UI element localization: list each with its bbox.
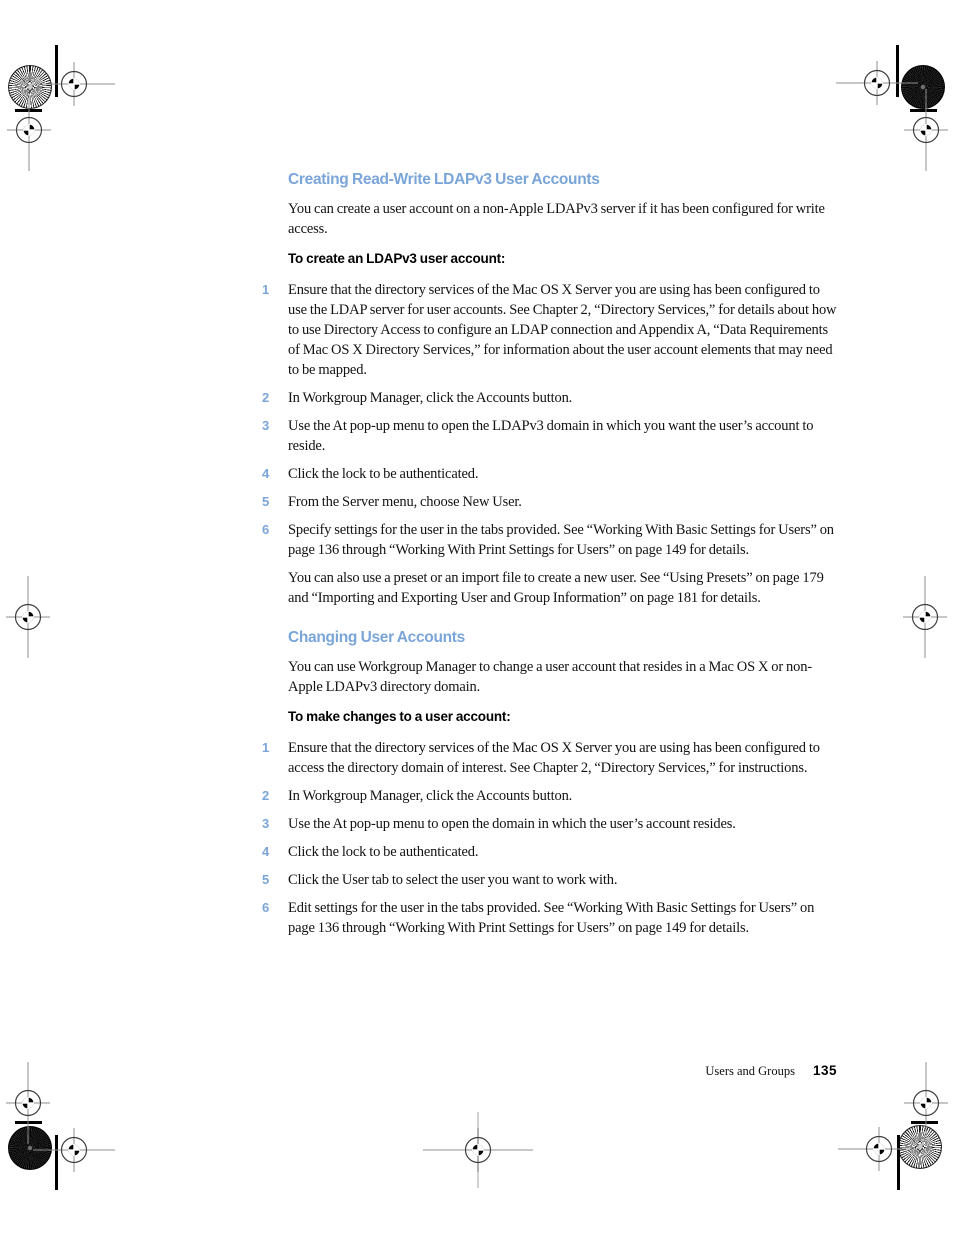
step-item	[260, 492, 840, 512]
step-item	[260, 388, 840, 408]
step-item	[260, 898, 840, 938]
step-item	[260, 738, 840, 778]
step-item	[260, 520, 840, 560]
step-text: Ensure that the directory services of the Mac OS X Server you are using has been configured to access the directory domain of interest. See Chapter 2, “Directory Services,” for instructions.	[288, 740, 820, 776]
step-item	[260, 416, 840, 456]
step-number: 5	[262, 494, 270, 509]
step-text: Click the User tab to select the user you want to work with.	[288, 872, 618, 888]
step-number: 3	[262, 418, 270, 433]
step-text: In Workgroup Manager, click the Accounts button.	[288, 788, 573, 804]
pinwheel-registration-mark	[898, 1125, 942, 1169]
crop-bar	[55, 1135, 58, 1190]
task-heading-make-changes-user-account: To make changes to a user account:	[288, 709, 511, 724]
step-item	[260, 464, 840, 484]
step-item	[260, 842, 840, 862]
section-note: You can also use a preset or an import file to create a new user. See “Using Presets” on page 179 and “Importing and Exporting User and Group Information” on page 181 for details.	[288, 570, 824, 606]
step-text: Use the At pop-up menu to open the domain in which the user’s account resides.	[288, 816, 736, 832]
document-content	[260, 171, 840, 946]
crop-bar	[15, 109, 42, 112]
step-text: Ensure that the directory services of the Mac OS X Server you are using has been configured to use the LDAP server for user accounts. See Chapter 2, “Directory Services,” for details about how to use Directory Access to configure an LDAP connection and Appendix A, “Data Requirements of Mac OS X Directory Services,” for information about the user account elements that may need to be mapped.	[288, 282, 837, 378]
step-number: 6	[262, 900, 270, 915]
step-number: 6	[262, 522, 270, 537]
step-text: Edit settings for the user in the tabs provided. See “Working With Basic Settings for Users” on page 136 through “Working With Print Settings for Users” on page 149 for details.	[288, 900, 815, 936]
crop-bar	[897, 1135, 900, 1190]
step-item	[260, 786, 840, 806]
step-text: From the Server menu, choose New User.	[288, 494, 522, 510]
step-number: 4	[262, 466, 270, 481]
footer-chapter-title: Users and Groups	[705, 1064, 795, 1078]
numbered-steps	[260, 280, 840, 560]
step-item	[260, 280, 840, 380]
section-heading-creating-ldapv3-accounts: Creating Read-Write LDAPv3 User Accounts	[288, 171, 600, 188]
footer-page-number: 135	[812, 1063, 837, 1078]
crop-bar	[896, 45, 899, 97]
section-intro: You can use Workgroup Manager to change a user account that resides in a Mac OS X or non-Apple LDAPv3 directory domain.	[288, 659, 812, 695]
page-footer	[705, 1063, 837, 1079]
crop-bar	[55, 45, 58, 97]
crop-bar	[15, 1121, 42, 1124]
crop-bar	[911, 1121, 938, 1124]
step-text: Use the At pop-up menu to open the LDAPv3 domain in which you want the user’s account to reside.	[288, 418, 814, 454]
step-text: Click the lock to be authenticated.	[288, 844, 479, 860]
dark-registration-disc	[901, 65, 945, 109]
step-item	[260, 870, 840, 890]
dark-registration-disc	[8, 1126, 52, 1170]
step-number: 1	[262, 740, 270, 755]
step-number: 2	[262, 390, 270, 405]
step-number: 5	[262, 872, 270, 887]
numbered-steps	[260, 738, 840, 938]
step-number: 4	[262, 844, 270, 859]
section-heading-changing-user-accounts: Changing User Accounts	[288, 629, 465, 646]
step-number: 1	[262, 282, 270, 297]
step-text: Specify settings for the user in the tabs provided. See “Working With Basic Settings for Users” on page 136 through “Working With Print Settings for Users” on page 149 for details.	[288, 522, 834, 558]
step-number: 3	[262, 816, 270, 831]
pinwheel-registration-mark	[8, 65, 52, 109]
crop-bar	[910, 109, 937, 112]
section-intro: You can create a user account on a non-Apple LDAPv3 server if it has been configured for write access.	[288, 201, 825, 237]
step-item	[260, 814, 840, 834]
task-heading-create-ldapv3-account: To create an LDAPv3 user account:	[288, 251, 506, 266]
step-text: In Workgroup Manager, click the Accounts button.	[288, 390, 573, 406]
step-number: 2	[262, 788, 270, 803]
step-text: Click the lock to be authenticated.	[288, 466, 479, 482]
